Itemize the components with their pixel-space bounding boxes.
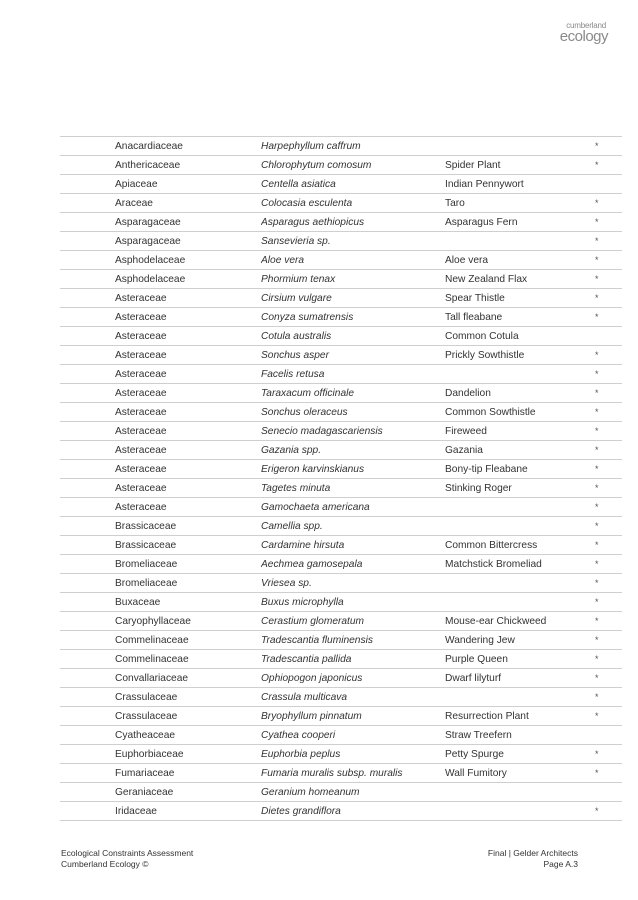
- row-spacer-cell: [60, 365, 115, 384]
- scientific-name-cell: Buxus microphylla: [261, 593, 445, 612]
- exotic-marker-cell: *: [595, 802, 622, 821]
- common-name-cell: Prickly Sowthistle: [445, 346, 595, 365]
- footer-left: [61, 848, 193, 870]
- exotic-marker-cell: *: [595, 213, 622, 232]
- footer-right: [488, 848, 578, 870]
- family-cell: Asteraceae: [115, 422, 261, 441]
- common-name-cell: Bony-tip Fleabane: [445, 460, 595, 479]
- family-cell: Asphodelaceae: [115, 270, 261, 289]
- scientific-name-cell: Gamochaeta americana: [261, 498, 445, 517]
- exotic-marker-cell: *: [595, 612, 622, 631]
- row-spacer-cell: [60, 251, 115, 270]
- row-spacer-cell: [60, 764, 115, 783]
- common-name-cell: [445, 232, 595, 251]
- scientific-name-cell: Aloe vera: [261, 251, 445, 270]
- table-row: [60, 574, 622, 593]
- common-name-cell: Asparagus Fern: [445, 213, 595, 232]
- family-cell: Caryophyllaceae: [115, 612, 261, 631]
- cumberland-ecology-logo: [560, 22, 608, 44]
- family-cell: Brassicaceae: [115, 517, 261, 536]
- common-name-cell: Wandering Jew: [445, 631, 595, 650]
- table-row: [60, 802, 622, 821]
- table-row: [60, 745, 622, 764]
- footer-copyright: Cumberland Ecology ©: [61, 859, 149, 869]
- row-spacer-cell: [60, 726, 115, 745]
- family-cell: Asteraceae: [115, 441, 261, 460]
- row-spacer-cell: [60, 308, 115, 327]
- table-row: [60, 536, 622, 555]
- table-row: [60, 764, 622, 783]
- table-row: [60, 707, 622, 726]
- exotic-marker-cell: *: [595, 498, 622, 517]
- table-row: [60, 289, 622, 308]
- exotic-marker-cell: *: [595, 669, 622, 688]
- exotic-marker-cell: *: [595, 517, 622, 536]
- family-cell: Anthericaceae: [115, 156, 261, 175]
- table-row: [60, 251, 622, 270]
- family-cell: Asteraceae: [115, 346, 261, 365]
- table-row: [60, 650, 622, 669]
- exotic-marker-cell: *: [595, 555, 622, 574]
- footer-document-title: Ecological Constraints Assessment: [61, 848, 194, 858]
- row-spacer-cell: [60, 403, 115, 422]
- family-cell: Asteraceae: [115, 365, 261, 384]
- scientific-name-cell: Phormium tenax: [261, 270, 445, 289]
- family-cell: Buxaceae: [115, 593, 261, 612]
- row-spacer-cell: [60, 479, 115, 498]
- row-spacer-cell: [60, 346, 115, 365]
- exotic-marker-cell: *: [595, 403, 622, 422]
- table-row: [60, 498, 622, 517]
- scientific-name-cell: Tradescantia fluminensis: [261, 631, 445, 650]
- row-spacer-cell: [60, 232, 115, 251]
- common-name-cell: Spear Thistle: [445, 289, 595, 308]
- common-name-cell: New Zealand Flax: [445, 270, 595, 289]
- scientific-name-cell: Dietes grandiflora: [261, 802, 445, 821]
- family-cell: Asteraceae: [115, 479, 261, 498]
- table-row: [60, 194, 622, 213]
- row-spacer-cell: [60, 441, 115, 460]
- common-name-cell: Fireweed: [445, 422, 595, 441]
- common-name-cell: Taro: [445, 194, 595, 213]
- scientific-name-cell: Aechmea gamosepala: [261, 555, 445, 574]
- exotic-marker-cell: [595, 175, 622, 194]
- exotic-marker-cell: *: [595, 251, 622, 270]
- table-row: [60, 555, 622, 574]
- scientific-name-cell: Tradescantia pallida: [261, 650, 445, 669]
- common-name-cell: Common Bittercress: [445, 536, 595, 555]
- row-spacer-cell: [60, 213, 115, 232]
- common-name-cell: Indian Pennywort: [445, 175, 595, 194]
- table-row: [60, 384, 622, 403]
- footer-page-number: Page A.3: [543, 859, 578, 869]
- exotic-marker-cell: *: [595, 764, 622, 783]
- species-table: [60, 136, 622, 821]
- exotic-marker-cell: *: [595, 156, 622, 175]
- common-name-cell: Petty Spurge: [445, 745, 595, 764]
- exotic-marker-cell: [595, 327, 622, 346]
- scientific-name-cell: Cotula australis: [261, 327, 445, 346]
- table-row: [60, 137, 622, 156]
- family-cell: Crassulaceae: [115, 688, 261, 707]
- scientific-name-cell: Geranium homeanum: [261, 783, 445, 802]
- row-spacer-cell: [60, 802, 115, 821]
- scientific-name-cell: Sonchus oleraceus: [261, 403, 445, 422]
- row-spacer-cell: [60, 574, 115, 593]
- common-name-cell: [445, 593, 595, 612]
- table-row: [60, 308, 622, 327]
- scientific-name-cell: Bryophyllum pinnatum: [261, 707, 445, 726]
- exotic-marker-cell: *: [595, 365, 622, 384]
- row-spacer-cell: [60, 327, 115, 346]
- family-cell: Euphorbiaceae: [115, 745, 261, 764]
- row-spacer-cell: [60, 498, 115, 517]
- scientific-name-cell: Taraxacum officinale: [261, 384, 445, 403]
- family-cell: Cyatheaceae: [115, 726, 261, 745]
- common-name-cell: Common Cotula: [445, 327, 595, 346]
- table-row: [60, 460, 622, 479]
- family-cell: Asteraceae: [115, 308, 261, 327]
- common-name-cell: Mouse-ear Chickweed: [445, 612, 595, 631]
- table-row: [60, 232, 622, 251]
- family-cell: Bromeliaceae: [115, 574, 261, 593]
- family-cell: Commelinaceae: [115, 631, 261, 650]
- table-row: [60, 612, 622, 631]
- row-spacer-cell: [60, 688, 115, 707]
- common-name-cell: [445, 498, 595, 517]
- row-spacer-cell: [60, 422, 115, 441]
- exotic-marker-cell: [595, 726, 622, 745]
- row-spacer-cell: [60, 270, 115, 289]
- table-row: [60, 479, 622, 498]
- common-name-cell: Gazania: [445, 441, 595, 460]
- common-name-cell: Wall Fumitory: [445, 764, 595, 783]
- exotic-marker-cell: [595, 783, 622, 802]
- exotic-marker-cell: *: [595, 688, 622, 707]
- table-row: [60, 593, 622, 612]
- common-name-cell: Common Sowthistle: [445, 403, 595, 422]
- exotic-marker-cell: *: [595, 308, 622, 327]
- row-spacer-cell: [60, 536, 115, 555]
- family-cell: Asteraceae: [115, 327, 261, 346]
- common-name-cell: Stinking Roger: [445, 479, 595, 498]
- exotic-marker-cell: *: [595, 422, 622, 441]
- scientific-name-cell: Crassula multicava: [261, 688, 445, 707]
- row-spacer-cell: [60, 460, 115, 479]
- row-spacer-cell: [60, 593, 115, 612]
- common-name-cell: Dwarf lilyturf: [445, 669, 595, 688]
- common-name-cell: [445, 137, 595, 156]
- row-spacer-cell: [60, 612, 115, 631]
- exotic-marker-cell: *: [595, 232, 622, 251]
- row-spacer-cell: [60, 384, 115, 403]
- scientific-name-cell: Erigeron karvinskianus: [261, 460, 445, 479]
- family-cell: Asparagaceae: [115, 213, 261, 232]
- family-cell: Bromeliaceae: [115, 555, 261, 574]
- row-spacer-cell: [60, 194, 115, 213]
- exotic-marker-cell: *: [595, 441, 622, 460]
- table-row: [60, 365, 622, 384]
- exotic-marker-cell: *: [595, 593, 622, 612]
- row-spacer-cell: [60, 707, 115, 726]
- scientific-name-cell: Colocasia esculenta: [261, 194, 445, 213]
- row-spacer-cell: [60, 289, 115, 308]
- scientific-name-cell: Conyza sumatrensis: [261, 308, 445, 327]
- exotic-marker-cell: *: [595, 536, 622, 555]
- exotic-marker-cell: *: [595, 650, 622, 669]
- exotic-marker-cell: *: [595, 745, 622, 764]
- row-spacer-cell: [60, 745, 115, 764]
- species-table-body: [60, 137, 622, 821]
- table-row: [60, 688, 622, 707]
- family-cell: Asphodelaceae: [115, 251, 261, 270]
- family-cell: Araceae: [115, 194, 261, 213]
- family-cell: Asteraceae: [115, 460, 261, 479]
- scientific-name-cell: Centella asiatica: [261, 175, 445, 194]
- row-spacer-cell: [60, 517, 115, 536]
- table-row: [60, 517, 622, 536]
- scientific-name-cell: Ophiopogon japonicus: [261, 669, 445, 688]
- family-cell: Fumariaceae: [115, 764, 261, 783]
- scientific-name-cell: Harpephyllum caffrum: [261, 137, 445, 156]
- family-cell: Brassicaceae: [115, 536, 261, 555]
- table-row: [60, 175, 622, 194]
- table-row: [60, 403, 622, 422]
- common-name-cell: Aloe vera: [445, 251, 595, 270]
- exotic-marker-cell: *: [595, 460, 622, 479]
- family-cell: Asteraceae: [115, 384, 261, 403]
- table-row: [60, 669, 622, 688]
- common-name-cell: Resurrection Plant: [445, 707, 595, 726]
- scientific-name-cell: Asparagus aethiopicus: [261, 213, 445, 232]
- row-spacer-cell: [60, 175, 115, 194]
- exotic-marker-cell: *: [595, 479, 622, 498]
- row-spacer-cell: [60, 650, 115, 669]
- row-spacer-cell: [60, 669, 115, 688]
- table-row: [60, 631, 622, 650]
- scientific-name-cell: Gazania spp.: [261, 441, 445, 460]
- scientific-name-cell: Chlorophytum comosum: [261, 156, 445, 175]
- table-row: [60, 726, 622, 745]
- row-spacer-cell: [60, 631, 115, 650]
- table-row: [60, 327, 622, 346]
- scientific-name-cell: Sonchus asper: [261, 346, 445, 365]
- row-spacer-cell: [60, 783, 115, 802]
- exotic-marker-cell: *: [595, 631, 622, 650]
- scientific-name-cell: Senecio madagascariensis: [261, 422, 445, 441]
- table-row: [60, 346, 622, 365]
- scientific-name-cell: Cirsium vulgare: [261, 289, 445, 308]
- family-cell: Anacardiaceae: [115, 137, 261, 156]
- table-row: [60, 213, 622, 232]
- logo-line-1: cumberland: [566, 21, 606, 30]
- scientific-name-cell: Sansevieria sp.: [261, 232, 445, 251]
- scientific-name-cell: Tagetes minuta: [261, 479, 445, 498]
- family-cell: Asteraceae: [115, 289, 261, 308]
- scientific-name-cell: Cyathea cooperi: [261, 726, 445, 745]
- scientific-name-cell: Facelis retusa: [261, 365, 445, 384]
- family-cell: Asteraceae: [115, 498, 261, 517]
- common-name-cell: Straw Treefern: [445, 726, 595, 745]
- family-cell: Crassulaceae: [115, 707, 261, 726]
- footer-status-client: Final | Gelder Architects: [487, 848, 578, 858]
- family-cell: Commelinaceae: [115, 650, 261, 669]
- row-spacer-cell: [60, 555, 115, 574]
- scientific-name-cell: Fumaria muralis subsp. muralis: [261, 764, 445, 783]
- table-row: [60, 441, 622, 460]
- family-cell: Apiaceae: [115, 175, 261, 194]
- common-name-cell: [445, 365, 595, 384]
- table-row: [60, 156, 622, 175]
- scientific-name-cell: Vriesea sp.: [261, 574, 445, 593]
- common-name-cell: Purple Queen: [445, 650, 595, 669]
- row-spacer-cell: [60, 137, 115, 156]
- exotic-marker-cell: *: [595, 270, 622, 289]
- exotic-marker-cell: *: [595, 137, 622, 156]
- exotic-marker-cell: *: [595, 346, 622, 365]
- logo-line-2: ecology: [559, 28, 608, 45]
- family-cell: Iridaceae: [115, 802, 261, 821]
- scientific-name-cell: Cerastium glomeratum: [261, 612, 445, 631]
- exotic-marker-cell: *: [595, 384, 622, 403]
- common-name-cell: Tall fleabane: [445, 308, 595, 327]
- scientific-name-cell: Euphorbia peplus: [261, 745, 445, 764]
- table-row: [60, 422, 622, 441]
- common-name-cell: [445, 574, 595, 593]
- exotic-marker-cell: *: [595, 574, 622, 593]
- common-name-cell: Spider Plant: [445, 156, 595, 175]
- common-name-cell: [445, 688, 595, 707]
- row-spacer-cell: [60, 156, 115, 175]
- common-name-cell: Matchstick Bromeliad: [445, 555, 595, 574]
- exotic-marker-cell: *: [595, 289, 622, 308]
- common-name-cell: [445, 802, 595, 821]
- common-name-cell: [445, 517, 595, 536]
- table-row: [60, 783, 622, 802]
- family-cell: Asparagaceae: [115, 232, 261, 251]
- common-name-cell: [445, 783, 595, 802]
- family-cell: Geraniaceae: [115, 783, 261, 802]
- scientific-name-cell: Cardamine hirsuta: [261, 536, 445, 555]
- family-cell: Asteraceae: [115, 403, 261, 422]
- exotic-marker-cell: *: [595, 707, 622, 726]
- family-cell: Convallariaceae: [115, 669, 261, 688]
- scientific-name-cell: Camellia spp.: [261, 517, 445, 536]
- exotic-marker-cell: *: [595, 194, 622, 213]
- common-name-cell: Dandelion: [445, 384, 595, 403]
- table-row: [60, 270, 622, 289]
